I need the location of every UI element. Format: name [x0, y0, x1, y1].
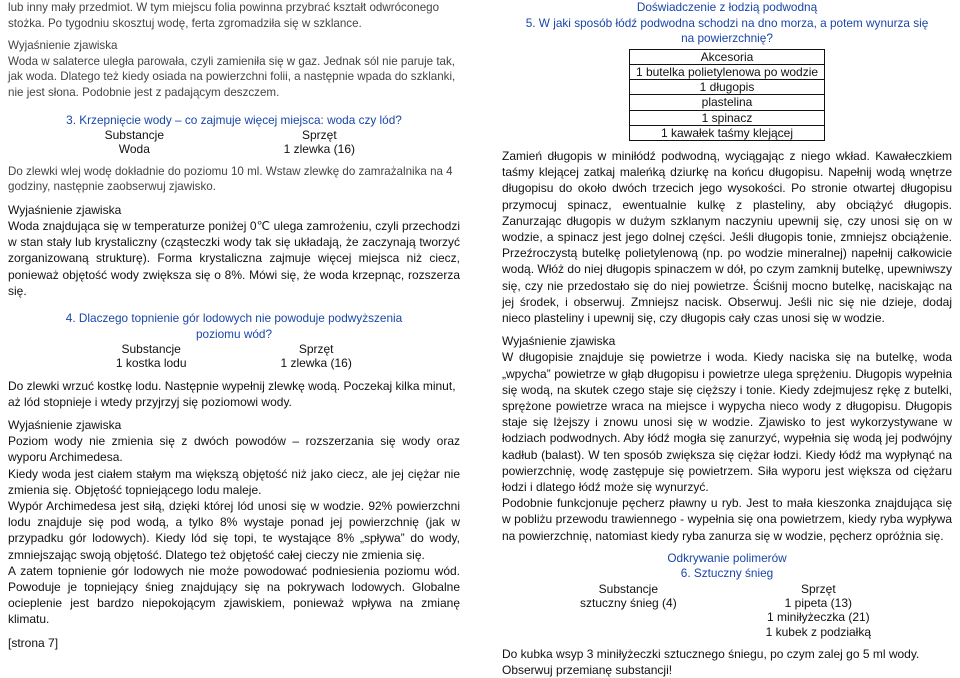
accessory-item: 1 butelka polietylenowa po wodzie [629, 64, 824, 79]
explanation-4-paragraph-4: A zatem topnienie gór lodowych nie może powodować podniesienia poziomu wód. Powoduje je topniejący śnieg znajdujący się na pokrywach lodowych. Globalne ocieplenie jest bardzo niepokojącym zjawiskiem, ponieważ wpływa na zmianę klimatu. [8, 563, 460, 627]
explanation-4-title: Wyjaśnienie zjawiska [8, 417, 122, 432]
table-header: Sprzęt [301, 128, 337, 143]
right-column [502, 0, 952, 678]
accessory-item: plastelina [629, 95, 824, 110]
table-header: Sprzęt [800, 582, 836, 597]
submarine-experiment-title: Doświadczenie z łodzią podwodną [636, 0, 818, 14]
explanation-5-paragraph-1: W długopisie znajduje się powietrze i woda. Kiedy naciska się na butelkę, woda „wpycha” powietrze w głąb długopisu i powietrze ulega sprężeniu. Długopis wypełnia się wodą, na skutek czego staje się cięższy i tonie. Kiedy zdejmujesz rękę z butelki, sprężone powietrze wraca na miejsce i wypycha nieco wody z długopisu. Długopis staje się lżejszy i znowu unosi się w wodzie. Zjawisko to jest wykorzystywane w łodziach podwodnych. Aby łódź mogła się zanurzyć, wypełnia się wodą jej podwójny kadłub (balast). W ten sposób zwiększa się ciężar łodzi. Kiedy łódź ma wypłynąć na powierzchnię, wodę zastępuje się powietrzem. Siła wyporu jest większa od ciężaru łodzi i dlatego łódź może się wynurzyć. [502, 350, 952, 495]
section-5-title: 5. W jaki sposób łódź podwodna schodzi na dno morza, a potem wynurza się na powierzchnię? [525, 15, 929, 46]
table-cell: 1 kubek z podziałką [765, 624, 872, 639]
section-3-title: 3. Krzepnięcie wody – co zajmuje więcej miejsca: woda czy lód? [66, 112, 402, 127]
section-6-table [537, 582, 917, 639]
section-4-title: 4. Dlaczego topnienie gór lodowych nie powoduje podwyższenia poziomu wód? [65, 310, 403, 341]
table-header: Substancje [121, 342, 181, 357]
table-cell: 1 kostka lodu [115, 356, 187, 371]
section-3-table [49, 128, 419, 156]
explanation-1-title: Wyjaśnienie zjawiska [8, 39, 118, 53]
polymers-title: Odkrywanie polimerów [667, 550, 787, 565]
accessory-item: 1 długopis [629, 80, 824, 95]
table-cell [537, 625, 720, 639]
explanation-4-paragraph-3: Wypór Archimedesa jest siłą, dzięki której lód unosi się w wodzie. 92% powierzchni lodu znajduje się pod wodą, a tylko 8% wystaje ponad jej powierzchnię (jak w przypadku gór lodowych). Kiedy lód się topi, te wystające 8% „spływa” do wody, zmniejszając swoją objętość. Dlatego też objętość całej cieczy nie zmienia się. [8, 498, 460, 562]
section-6-instructions: Do kubka wsyp 3 miniłyżeczki sztucznego śniegu, po czym zalej go 5 ml wody. Obserwuj przemianę substancji! [502, 646, 920, 678]
table-header: Substancje [104, 128, 164, 143]
explanation-3-title: Wyjaśnienie zjawiska [8, 202, 122, 217]
section-4-table [69, 342, 399, 370]
table-cell [537, 610, 720, 624]
explanation-4-paragraph-2: Kiedy woda jest ciałem stałym ma większą objętość niż jako ciecz, ale jej ciężar nie zmienia się. Objętość topniejącego lodu maleje. [8, 466, 460, 497]
section-5-instructions: Zamień długopis w miniłódź podwodną, wyciągając z niego wkład. Kawałeczkiem taśmy klejącej zatkaj maleńką dziurkę na końcu długopisu. Napełnij wodą wnętrze długopisu do około dwóch trzecich jego wysokości. Po stronie otwartej długopisu przymocuj spinacz, ewentualnie kulkę z plasteliny, aby obciążyć długopis. Zanurzając długopis w dużym szklanym naczyniu upewnij się, czy unosi się on w wodzie, a spinacz jest jego dolnej części. Jeśli długopis tonie, zmniejsz obciążenie. Przeźroczystą butelkę polietylenową (np. po wodzie mineralnej) napełnij całkowicie wodą. Włóż do niej długopis spinaczem w dół, po czym zamknij butelkę, upewniwszy się, czy nie przedostało się do niej powietrze. Ściśnij mocno butelkę, naciskając na jej środek, i obserwuj. Zmniejsz nacisk. Obserwuj. Jeśli nic się nie dzieje, dodaj nieco plasteliny i upewnij się, czy długopis cały czas unosi się w wodzie. [502, 149, 952, 326]
explanation-4-paragraph-1: Poziom wody nie zmienia się z dwóch powodów – rozszerzania się wody oraz wyporu Archimedesa. [8, 434, 460, 465]
table-cell: 1 miniłyżeczka (21) [766, 610, 870, 625]
table-header: Sprzęt [298, 342, 334, 357]
left-column [8, 0, 460, 651]
table-cell: sztuczny śnieg (4) [579, 596, 677, 611]
table-cell: Woda [118, 142, 150, 157]
accessory-item: 1 spinacz [629, 110, 824, 125]
section-6-title: 6. Sztuczny śnieg [680, 566, 774, 581]
table-cell: 1 pipeta (13) [784, 596, 853, 611]
explanation-5-title: Wyjaśnienie zjawiska [502, 334, 616, 349]
intro-text: lub inny mały przedmiot. W tym miejscu folia powinna przybrać kształt odwróconego stożka. Po tygodniu skosztuj wodę, ferta zgromadziła się w szklance. [8, 1, 440, 30]
table-cell: 1 zlewka (16) [280, 356, 352, 371]
explanation-1-text: Woda w salaterce uległa parowała, czyli zamieniła się w gaz. Jednak sól nie paruje tak, jak woda. Dlatego też kiedy osiada na powierzchni folii, a następnie wpada do szklanki, nie jest słona. Podobnie jest z padającym deszczem. [8, 54, 456, 99]
explanation-5-paragraph-2: Podobnie funkcjonuje pęcherz pławny u ryb. Jest to mała kieszonka znajdująca się w pobliżu przewodu trawiennego - wypełnia się ona powietrzem, kiedy ryba wypływa na powierzchnię, natomiast kiedy ryba zanurza się w wodzie, pęcherz opróżnia się. [502, 496, 952, 543]
table-cell: 1 zlewka (16) [283, 142, 355, 157]
section-4-instructions: Do zlewki wrzuć kostkę lodu. Następnie wypełnij zlewkę wodą. Poczekaj kilka minut, aż lód stopnieje i wtedy przyjrzyj się poziomowi wody. [8, 378, 456, 409]
table-header: Substancje [598, 582, 659, 597]
page-number: [strona 7] [8, 635, 59, 650]
accessory-item: 1 kawałek taśmy klejącej [629, 125, 824, 140]
section-3-instructions: Do zlewki wlej wodę dokładnie do poziomu 10 ml. Wstaw zlewkę do zamrażalnika na 4 godziny, następnie zaobserwuj zjawisko. [8, 164, 453, 194]
accessories-header: Akcesoria [629, 49, 824, 64]
explanation-3-text: Woda znajdująca się w temperaturze poniżej 0℃ ulega zamrożeniu, czyli przechodzi w stan stały lub krystaliczny (cząsteczki wody tak się układają, że zaczynają tworzyć zorganizowaną strukturę). Forma krystaliczna zajmuje więcej miejsca niż ciecz, ponieważ objętość wody zwiększa się o 8%. Mówi się, że woda krzepnąc, rozszerza się. [8, 218, 460, 298]
accessories-table [629, 49, 825, 141]
